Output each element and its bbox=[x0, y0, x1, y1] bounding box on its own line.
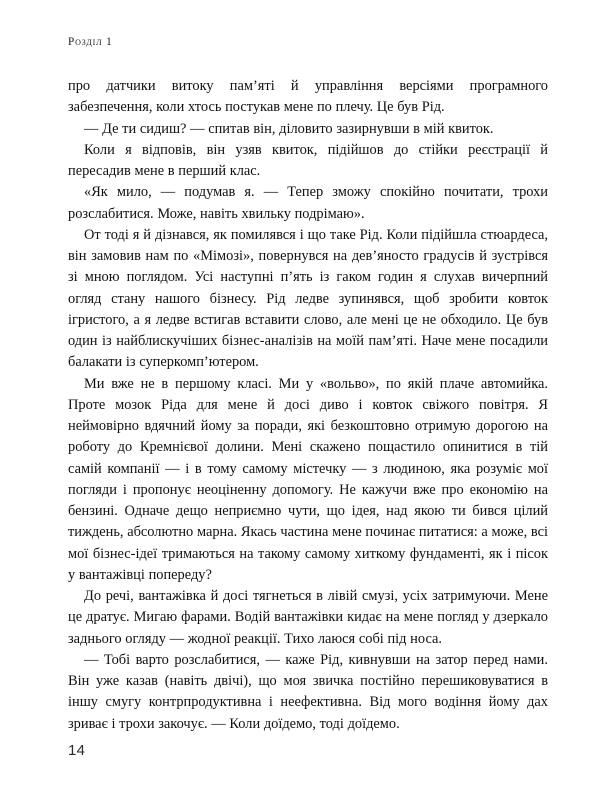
paragraph: — Тобі варто розслабитися, — каже Рід, кивнувши на затор перед нами. Він уже казав (навіть двічі), що моя звичка постійно перешиковуватися в іншу смугу контрпродуктивна і неефективна. Від мого водіння йому дах зриває і трохи закочує. — Коли доїдемо, тоді доїдемо. bbox=[68, 651, 548, 732]
paragraph: — Де ти сидиш? — спитав він, діловито зазирнувши в мій квиток. bbox=[84, 120, 494, 137]
body-text-block bbox=[68, 76, 548, 735]
paragraph: Коли я відповів, він узяв квиток, підійшов до стійки реєстрації й пересадив мене в перший клас. bbox=[68, 141, 548, 179]
paragraph: про датчики витоку пам’яті й управління версіями програмного забезпечення, коли хтось постукав мене по плечу. Це був Рід. bbox=[68, 78, 548, 116]
paragraph: До речі, вантажівка й досі тягнеться в лівій смузі, усіх затримуючи. Мене це дратує. Мигаю фарами. Водій вантажівки кидає на мене погляд у дзеркало заднього огляду — жодної реакції. Тихо лаюся собі під носа. bbox=[68, 588, 548, 647]
paragraph: От тоді я й дізнався, як помилявся і що таке Рід. Коли підійшла стюардеса, він замовив нам по «Мімозі», повернувся на дев’яносто градусів й зустрівся зі мною поглядом. Усі наступні п’ять із гаком годин я слухав вичерпний огляд стану нашого бізнесу. Рід ледве зупинявся, щоб зробити ковток ігристого, а я ледве встигав вставити слово, але мені це не обходило. Це був один із найблискучіших бізнес-аналізів на моїй пам’яті. Наче мене посадили балакати із суперкомп’ютером. bbox=[68, 226, 548, 371]
paragraph: «Як мило, — подумав я. — Тепер зможу спокійно почитати, трохи розслабитися. Може, навіть хвильку подрімаю». bbox=[68, 184, 548, 222]
running-header: Розділ 1 bbox=[68, 36, 113, 48]
page-number: 14 bbox=[68, 742, 86, 759]
paragraph: Ми вже не в першому класі. Ми у «вольво», по якій плаче автомийка. Проте мозок Ріда для мене й досі диво і ковток свіжого повітря. Я неймовірно вдячний йому за поради, які безкоштовно отримую дорогою на роботу до Кремнієвої долини. Мені скажено пощастило опинитися в тій самій компанії — і в тому самому містечку — з людиною, яка розуміє мої погляди і пропонує неоціненну допомогу. Не кажучи вже про економію на бензині. Одначе дещо неприємно чути, що ідея, над якою ти бився цілий тиждень, абсолютно марна. Якась частина мене починає питатися: а може, всі мої бізнес-ідеї тримаються на такому самому хиткому фундаменті, як і пісок у вантажівці попереду? bbox=[68, 375, 548, 583]
